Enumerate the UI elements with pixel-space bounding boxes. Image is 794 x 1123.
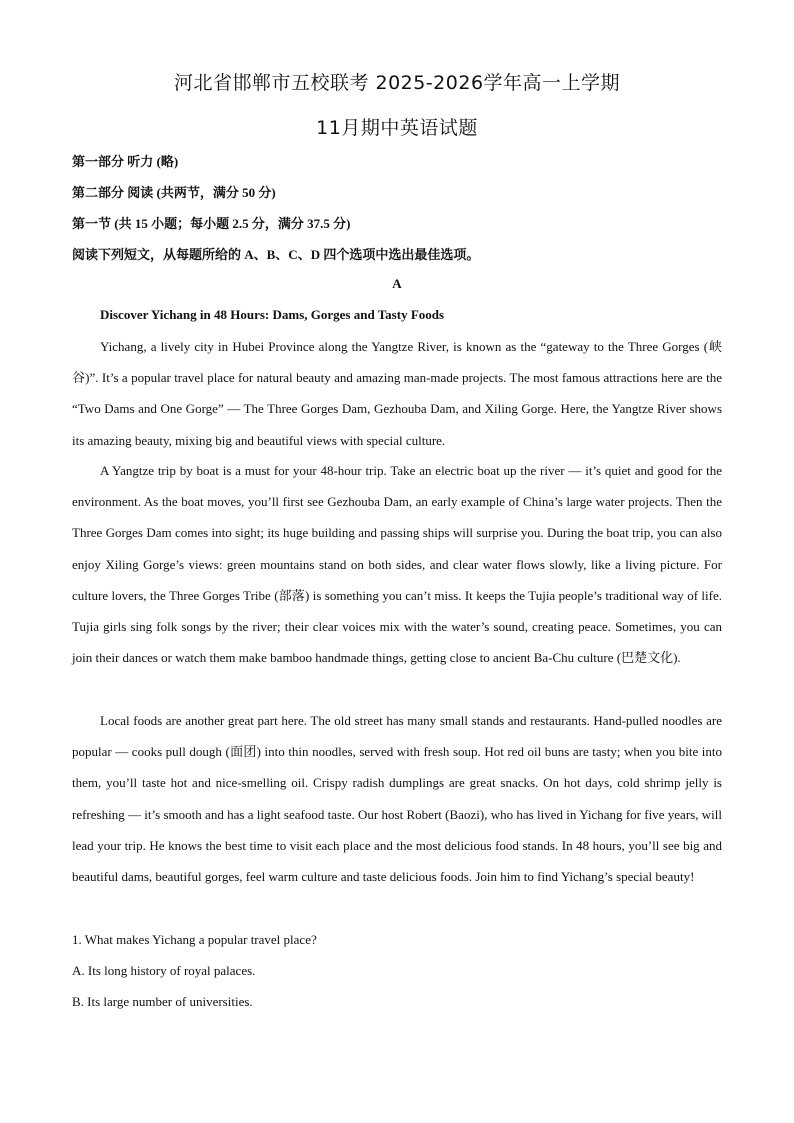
passage-label: A — [392, 276, 402, 291]
paragraph-2: A Yangtze trip by boat is a must for your 48-hour trip. Take an electric boat up the river — it’s quiet and good for the environment. As the boat moves, you’ll first see Gezhouba Dam, an early example of China’s large water projects. Then the Three Gorges Dam comes into sight; its huge building and passing ships will surprise you. During the boat trip, you can also enjoy Xiling Gorge’s views: green mountains stand on both sides, and clear water flows slowly, like a living picture. For culture lovers, the Three Gorges Tribe (部落) is something you can’t miss. It keeps the Tujia people’s traditional way of life. Tujia girls sing folk songs by the river; their clear voices mix with the water’s sound, creating peace. Sometimes, you can join their dances or watch them make bamboo handmade things, getting close to ancient Ba-Chu culture (巴楚文化). — [72, 463, 722, 666]
question-1: 1. What makes Yichang a popular travel place? — [72, 932, 317, 947]
paragraph-3: Local foods are another great part here. The old street has many small stands and restaurants. Hand-pulled noodles are popular — cooks pull dough (面团) into thin noodles, served with fresh soup. Hot red oil buns are tasty; when you bite into them, you’ll taste hot and nice-smelling oil. Crispy radish dumplings are great snacks. On hot days, cold shrimp jelly is refreshing — it’s smooth and has a light seafood taste. Our host Robert (Baozi), who has lived in Yichang for five years, will lead your trip. He knows the best time to visit each place and the most delicious food stands. In 48 hours, you’ll see big and beautiful dams, beautiful gorges, feel warm culture and taste delicious foods. Join him to find Yichang’s special beauty! — [72, 713, 722, 885]
paragraph-1: Yichang, a lively city in Hubei Province along the Yangtze River, is known as the “gateway to the Three Gorges (峡谷)”. It’s a popular travel place for natural beauty and amazing man-made projects. The most famous attractions here are the “Two Dams and One Gorge” — The Three Gorges Dam, Gezhouba Dam, and Xiling Gorge. Here, the Yangtze River shows its amazing beauty, mixing big and beautiful views with special culture. — [72, 339, 722, 448]
document-title-line1: 河北省邯郸市五校联考 2025-2026学年高一上学期 — [173, 72, 621, 94]
section1-heading: 第一节 (共 15 小题；每小题 2.5 分，满分 37.5 分) — [72, 216, 351, 231]
part1-heading: 第一部分 听力 (略) — [72, 154, 179, 169]
question-1-option-b: B. Its large number of universities. — [72, 994, 253, 1009]
document-title-line2: 11月期中英语试题 — [316, 117, 478, 139]
instructions: 阅读下列短文，从每题所给的 A、B、C、D 四个选项中选出最佳选项。 — [72, 247, 480, 262]
passage-title: Discover Yichang in 48 Hours: Dams, Gorges and Tasty Foods — [100, 307, 445, 322]
part2-heading: 第二部分 阅读 (共两节，满分 50 分) — [72, 185, 276, 200]
question-1-option-a: A. Its long history of royal palaces. — [72, 963, 256, 978]
